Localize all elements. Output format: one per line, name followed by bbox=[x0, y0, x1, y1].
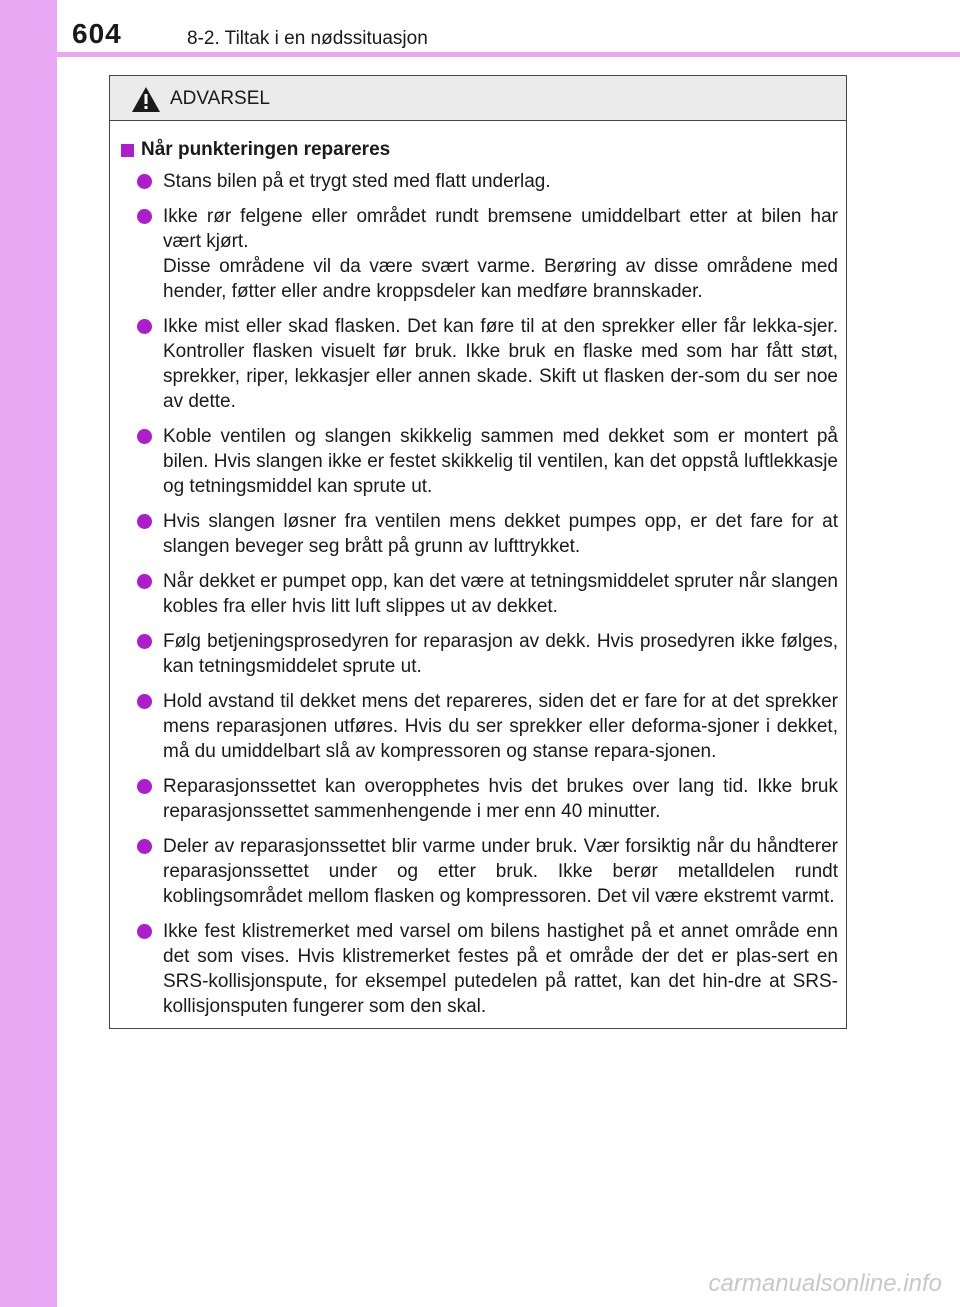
warning-triangle-icon bbox=[131, 86, 161, 113]
warning-item bbox=[118, 204, 838, 304]
warning-box bbox=[109, 75, 847, 1029]
subheading-text: Når punkteringen repareres bbox=[141, 139, 391, 160]
warning-item-text: Stans bilen på et trygt sted med flatt underlag. bbox=[163, 171, 551, 192]
warning-item-text: Deler av reparasjonssettet blir varme under bruk. Vær forsiktig når du håndterer reparasjonssettet under og etter bruk. Ikke berør metalldelen rundt koblingsområdet mellom flasken og kompressoren. Det vil være ekstremt varmt. bbox=[163, 836, 838, 907]
warning-item bbox=[118, 424, 838, 499]
round-bullet-icon bbox=[137, 839, 152, 854]
warning-item bbox=[118, 834, 838, 909]
round-bullet-icon bbox=[137, 634, 152, 649]
warning-item bbox=[118, 689, 838, 764]
warning-item-text: Disse områdene vil da være svært varme. Berøring av disse områdene med hender, føtter eller andre kroppsdeler kan medføre brannskader. bbox=[163, 256, 838, 302]
header-rule bbox=[57, 54, 960, 57]
warning-item bbox=[118, 314, 838, 414]
warning-item-text: Hold avstand til dekket mens det repareres, siden det er fare for at det sprekker mens reparasjonen utføres. Hvis du ser sprekker eller deforma-sjoner i dekket, må du umiddelbart slå av kompressoren og stanse repara-sjonen. bbox=[163, 691, 838, 762]
watermark-text: carmanualsonline.info bbox=[708, 1270, 942, 1297]
round-bullet-icon bbox=[137, 574, 152, 589]
warning-item bbox=[118, 774, 838, 824]
warning-item-text: Ikke fest klistremerket med varsel om bilens hastighet på et annet område enn det som vises. Hvis klistremerket festes på et område der det er plas-sert en SRS-kollisjonspute, for eksempel putedelen på rattet, kan det hin-dre at SRS-kollisjonsputen fungerer som den skal. bbox=[163, 921, 838, 1017]
round-bullet-icon bbox=[137, 319, 152, 334]
warning-subheading bbox=[118, 139, 838, 161]
warning-body bbox=[110, 121, 846, 1019]
warning-item bbox=[118, 169, 838, 194]
warning-item-list bbox=[118, 169, 838, 1019]
round-bullet-icon bbox=[137, 694, 152, 709]
round-bullet-icon bbox=[137, 429, 152, 444]
warning-label: ADVARSEL bbox=[170, 88, 270, 109]
square-bullet-icon bbox=[121, 144, 134, 157]
warning-item-text: Reparasjonssettet kan overopphetes hvis det brukes over lang tid. Ikke bruk reparasjonssettet sammenhengende i mer enn 40 minutter. bbox=[163, 776, 838, 822]
round-bullet-icon bbox=[137, 514, 152, 529]
warning-header bbox=[110, 76, 846, 121]
warning-item-text: Når dekket er pumpet opp, kan det være at tetningsmiddelet spruter når slangen kobles fra eller hvis litt luft slippes ut av dekket. bbox=[163, 571, 838, 617]
round-bullet-icon bbox=[137, 174, 152, 189]
warning-item bbox=[118, 629, 838, 679]
warning-item-text: Følg betjeningsprosedyren for reparasjon av dekk. Hvis prosedyren ikke følges, kan tetningsmiddelet sprute ut. bbox=[163, 631, 838, 677]
round-bullet-icon bbox=[137, 924, 152, 939]
round-bullet-icon bbox=[137, 779, 152, 794]
warning-item bbox=[118, 509, 838, 559]
warning-item bbox=[118, 919, 838, 1019]
round-bullet-icon bbox=[137, 209, 152, 224]
section-title: 8-2. Tiltak i en nødssituasjon bbox=[187, 28, 428, 49]
warning-item-text: Koble ventilen og slangen skikkelig sammen med dekket som er montert på bilen. Hvis slangen ikke er festet skikkelig til ventilen, kan det oppstå luftlekkasje og tetningsmiddel kan sprute ut. bbox=[163, 426, 838, 497]
side-margin-band bbox=[0, 0, 57, 1307]
warning-item bbox=[118, 569, 838, 619]
page-number: 604 bbox=[72, 18, 122, 49]
warning-item-text: Ikke mist eller skad flasken. Det kan føre til at den sprekker eller får lekka-sjer. Kontroller flasken visuelt før bruk. Ikke bruk en flaske med som har fått støt, sprekker, riper, lekkasjer eller annen skade. Skift ut flasken der-som du ser noe av dette. bbox=[163, 316, 838, 412]
warning-item-text: Hvis slangen løsner fra ventilen mens dekket pumpes opp, er det fare for at slangen beveger seg brått på grunn av lufttrykket. bbox=[163, 511, 838, 557]
warning-item-text: Ikke rør felgene eller området rundt bremsene umiddelbart etter at bilen har vært kjørt. bbox=[163, 206, 838, 252]
